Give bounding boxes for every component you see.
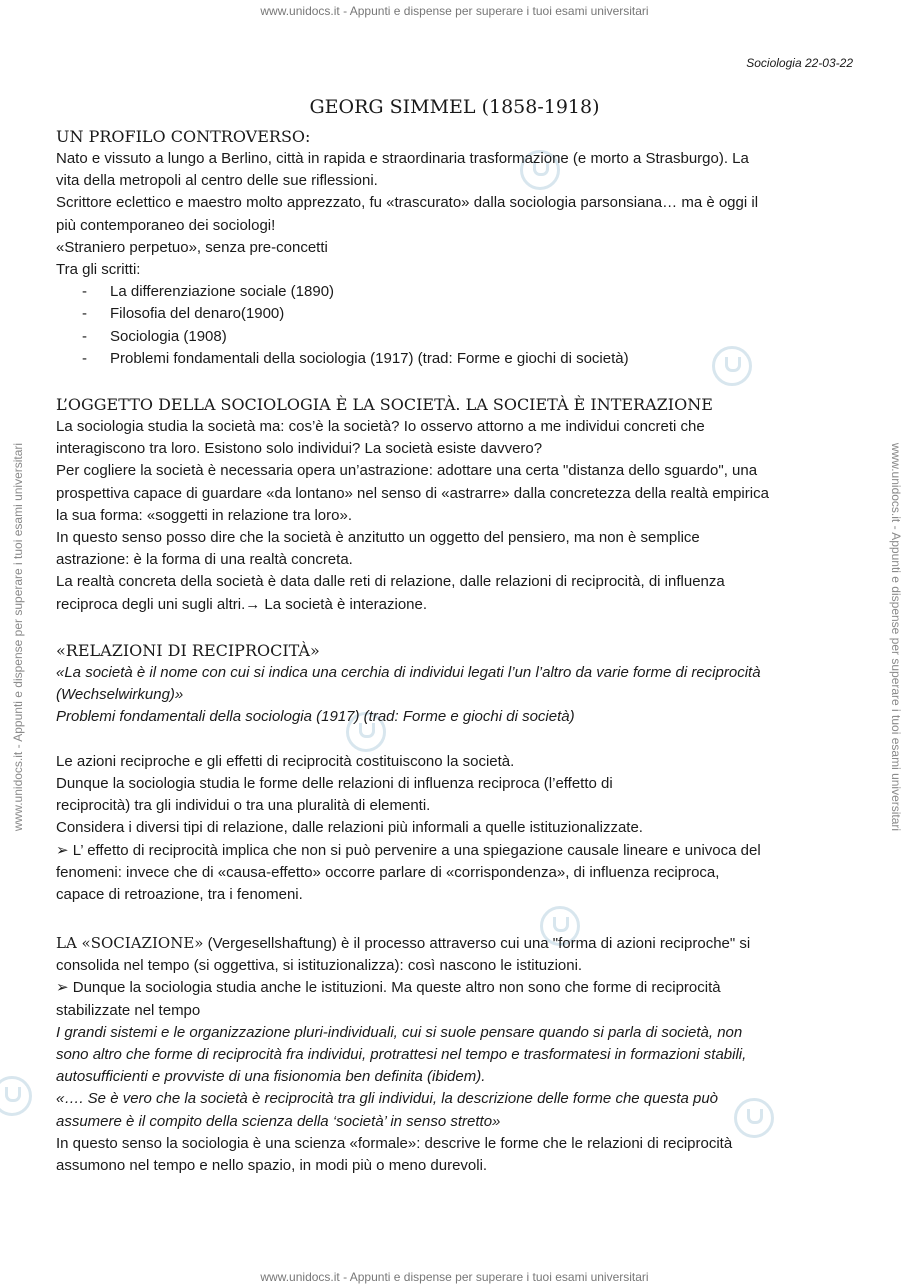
quote-line: I grandi sistemi e le organizzazione pluri-individuali, cui si suole pensare quando si parla di società, non (56, 1023, 743, 1041)
quote-line: «…. Se è vero che la società è reciprocità tra gli individui, la descrizione delle forme che questa può (56, 1090, 719, 1108)
works-list (56, 281, 856, 370)
quote-line: autosufficienti e provviste di una fisionomia ben definita (ibidem). (56, 1068, 486, 1086)
list-item: - Sociologia (1908) (82, 327, 227, 345)
watermark-side-right: www.unidocs.it - Appunti e dispense per superare i tuoi esami universitari (889, 442, 903, 832)
paragraph-line: Per cogliere la società è necessaria opera un’astrazione: adottare una certa "distanza dello sguardo", una (56, 462, 758, 480)
section-heading: LA «SOCIAZIONE» (56, 934, 204, 952)
paragraph-line: La realtà concreta della società è data dalle reti di relazione, dalle relazioni di reciprocità, di influenza (56, 573, 725, 591)
paragraph-line: Nato e vissuto a lungo a Berlino, città in rapida e straordinaria trasformazione (e morto a Strasburgo). La (56, 150, 749, 167)
paragraph-line: In questo senso la sociologia è una scienza «formale»: descrive le forme che le relazioni di reciprocità (56, 1134, 733, 1152)
paragraph-line: prospettiva capace di guardare «da lontano» nel senso di «astrarre» dalla concretezza della realtà empirica (56, 484, 769, 502)
list-item: - La differenziazione sociale (1890) (82, 283, 335, 301)
quote-source: Problemi fondamentali della sociologia (1917) (trad: Forme e giochi di società) (56, 708, 575, 726)
paragraph-line: vita della metropoli al centro delle sue riflessioni. (56, 172, 378, 190)
quote-line: sono altro che forme di reciprocità fra individui, protrattesi nel tempo e trasformatesi in formazioni stabili, (56, 1046, 747, 1064)
paragraph-line: interagiscono tra loro. Esistono solo individui? La società esiste davvero? (56, 440, 543, 458)
paragraph-line: fenomeni: invece che di «causa-effetto» occorre parlare di «corrispondenza», di influenza reciproca, (56, 863, 720, 881)
paragraph-line: Dunque la sociologia studia le forme delle relazioni di influenza reciproca (l’effetto di (56, 775, 613, 792)
quote-line: assumere è il compito della scienza della ‘società’ in senso stretto» (56, 1112, 501, 1130)
watermark-top: www.unidocs.it - Appunti e dispense per superare i tuoi esami universitari (260, 4, 649, 18)
paragraph-line: ➢ L’ effetto di reciprocità implica che non si può pervenire a una spiegazione causale lineare e univoca del (56, 841, 761, 859)
paragraph-line: astrazione: è la forma di una realtà concreta. (56, 551, 353, 569)
paragraph-line: Scrittore eclettico e maestro molto apprezzato, fu «trascurato» dalla sociologia parsonsiana… ma è oggi il (56, 194, 759, 212)
watermark-side-left: www.unidocs.it - Appunti e dispense per superare i tuoi esami universitari (11, 442, 25, 832)
list-item: - Problemi fondamentali della sociologia (1917) (trad: Forme e giochi di società) (82, 349, 629, 367)
document-date: Sociologia 22-03-22 (746, 56, 853, 70)
paragraph-text: (Vergesellshaftung) è il processo attraverso cui una "forma di azioni reciproche" si (203, 935, 751, 952)
section-sociazione (56, 932, 856, 1177)
paragraph-line: In questo senso posso dire che la società è anzitutto un oggetto del pensiero, ma non è semplice (56, 529, 700, 547)
paragraph-line (56, 932, 856, 955)
unidocs-logo-icon (0, 1076, 32, 1116)
paragraph-line: Considera i diversi tipi di relazione, dalle relazioni più informali a quelle istituzionalizzate. (56, 819, 643, 837)
paragraph-line: stabilizzate nel tempo (56, 1001, 201, 1019)
paragraph-line: più contemporaneo dei sociologi! (56, 216, 276, 234)
section-heading: UN PROFILO CONTROVERSO: (56, 127, 311, 146)
quote-line: (Wechselwirkung)» (56, 686, 184, 704)
paragraph-line: Tra gli scritti: (56, 261, 141, 279)
paragraph-line: ➢ Dunque la sociologia studia anche le istituzioni. Ma queste altro non sono che forme di reciprocità (56, 979, 721, 997)
paragraph-line: Le azioni reciproche e gli effetti di reciprocità costituiscono la società. (56, 752, 515, 770)
paragraph-line: consolida nel tempo (si oggettiva, si istituzionalizza): così nascono le istituzioni. (56, 957, 583, 975)
paragraph-line: capace di retroazione, tra i fenomeni. (56, 886, 303, 904)
paragraph-line: «Straniero perpetuo», senza pre-concetti (56, 238, 328, 256)
paragraph-line: assumono nel tempo e nello spazio, in modi più o meno durevoli. (56, 1157, 488, 1175)
list-item: - Filosofia del denaro(1900) (82, 305, 285, 323)
paragraph-line: reciprocità) tra gli individui o tra una pluralità di elementi. (56, 797, 431, 815)
section-reciprocita (56, 640, 856, 906)
section-profilo (56, 126, 856, 370)
paragraph-line: La sociologia studia la società ma: cos’è la società? Io osservo attorno a me individui concreti che (56, 418, 705, 435)
section-heading: L’OGGETTO DELLA SOCIOLOGIA È LA SOCIETÀ. LA SOCIETÀ È INTERAZIONE (56, 395, 713, 414)
section-heading: «RELAZIONI DI RECIPROCITÀ» (56, 641, 320, 660)
document-title: GEORG SIMMEL (1858-1918) (309, 96, 600, 118)
paragraph-line: reciproca degli uni sugli altri.→ La società è interazione. (56, 595, 428, 613)
watermark-bottom: www.unidocs.it - Appunti e dispense per superare i tuoi esami universitari (260, 1270, 649, 1284)
section-oggetto (56, 394, 856, 616)
quote-line: «La società è il nome con cui si indica una cerchia di individui legati l’un l’altro da varie forme di reciprocità (56, 664, 761, 681)
paragraph-line: la sua forma: «soggetti in relazione tra loro». (56, 506, 352, 524)
blank-line (56, 729, 856, 751)
